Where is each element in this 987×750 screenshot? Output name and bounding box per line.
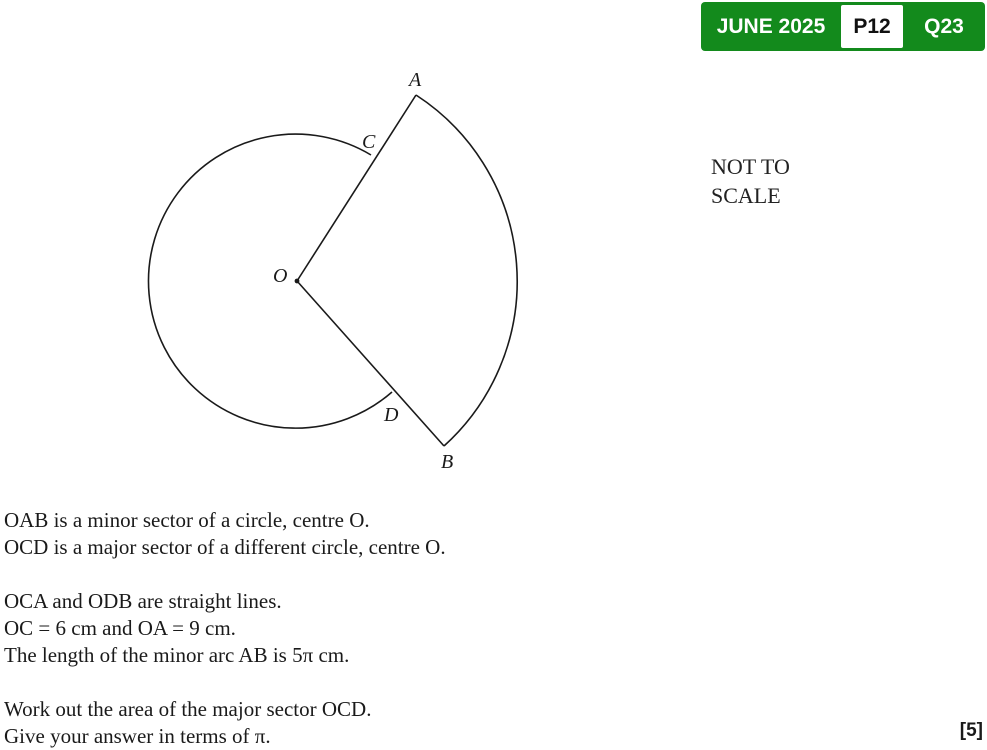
- marks-label: [5]: [959, 720, 983, 741]
- major-arc-cd: [148, 134, 392, 428]
- answer-format-instruction: Give your answer in terms of π.: [4, 724, 271, 748]
- task-instruction: Work out the area of the major sector OCD.: [4, 697, 372, 721]
- note-line-2: SCALE: [711, 183, 781, 208]
- question-body: [4, 507, 446, 750]
- statement-arc-length: The length of the minor arc AB is 5π cm.: [4, 643, 350, 667]
- label-a: A: [409, 69, 422, 91]
- label-d: D: [384, 404, 399, 426]
- line-oca: [297, 95, 416, 281]
- statement-ocd: OCD is a major sector of a different circle, centre O.: [4, 535, 446, 559]
- question-number-label: Q23: [924, 14, 964, 38]
- statement-lengths: OC = 6 cm and OA = 9 cm.: [4, 616, 236, 640]
- minor-arc-ab: [416, 95, 517, 446]
- not-to-scale-note: [711, 152, 790, 210]
- label-c: C: [362, 131, 376, 153]
- note-line-1: NOT TO: [711, 154, 790, 179]
- paper-number-label: P12: [841, 5, 903, 48]
- label-o: O: [273, 265, 288, 287]
- centre-point-o: [295, 279, 300, 284]
- label-b: B: [441, 451, 454, 473]
- statement-straight-lines: OCA and ODB are straight lines.: [4, 589, 282, 613]
- line-odb: [297, 281, 444, 446]
- statement-oab: OAB is a minor sector of a circle, centre O.: [4, 508, 370, 532]
- exam-session-label: JUNE 2025: [716, 14, 826, 38]
